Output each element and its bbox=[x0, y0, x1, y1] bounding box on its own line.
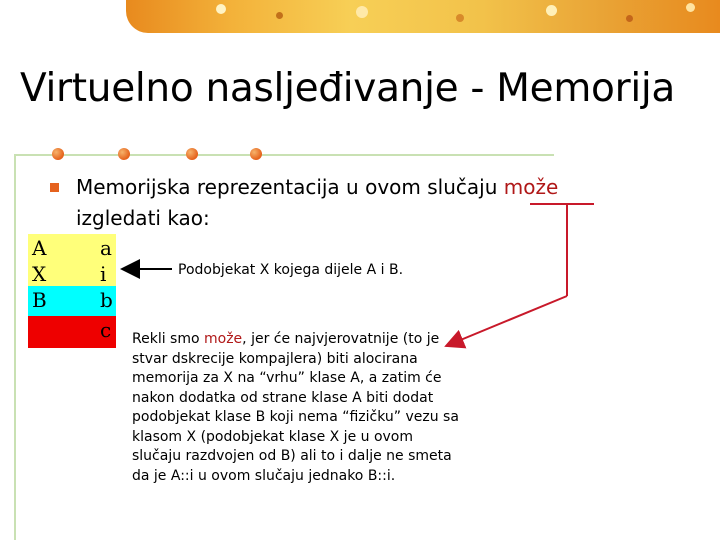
divider-dot bbox=[52, 148, 64, 160]
bullet-highlight: može bbox=[503, 175, 559, 199]
paragraph-after: , jer će najvjerovatnije (to je stvar dskrecije kompajlera) biti alocirana memorija za X na “vrhu” klase A, a zatim će nakon dodatka od strane klase A biti dodat podobjekat klase B koji nema “fizičku” vezu sa klasom X (podobjekat klase X je u ovom slučaju razdvojen od B) ali to i dalje ne smeta da je A::i u ovom slučaju jednako B::i. bbox=[132, 331, 459, 484]
memory-row-x bbox=[28, 260, 116, 286]
memory-row-label: B bbox=[32, 288, 47, 312]
memory-row-a bbox=[28, 234, 116, 260]
divider-dot bbox=[250, 148, 262, 160]
left-rule bbox=[14, 154, 16, 540]
paragraph-highlight: može bbox=[204, 331, 243, 347]
memory-row-label: X bbox=[32, 262, 47, 286]
bullet-text-after: izgledati kao: bbox=[76, 206, 210, 230]
red-arrow-diagonal bbox=[446, 296, 567, 346]
title-divider bbox=[14, 154, 554, 156]
memory-row-member: i bbox=[100, 262, 107, 286]
decorative-banner bbox=[126, 0, 720, 33]
memory-row-label: A bbox=[32, 236, 47, 260]
bullet-text-before: Memorijska reprezentacija u ovom slučaju bbox=[76, 175, 504, 199]
bullet-square-icon bbox=[50, 183, 59, 192]
memory-row-member: a bbox=[100, 236, 112, 260]
memory-row-c bbox=[28, 316, 116, 348]
subobject-annotation: Podobjekat X kojega dijele A i B. bbox=[178, 262, 404, 278]
divider-dot bbox=[186, 148, 198, 160]
memory-row-b bbox=[28, 286, 116, 316]
memory-row-member: c bbox=[100, 318, 112, 342]
explanation-paragraph bbox=[132, 330, 462, 486]
paragraph-before: Rekli smo bbox=[132, 331, 204, 347]
memory-row-member: b bbox=[100, 288, 113, 312]
slide-title: Virtuelno nasljeđivanje - Memorija bbox=[20, 66, 675, 111]
highlight-underline bbox=[530, 203, 594, 205]
divider-dot bbox=[118, 148, 130, 160]
